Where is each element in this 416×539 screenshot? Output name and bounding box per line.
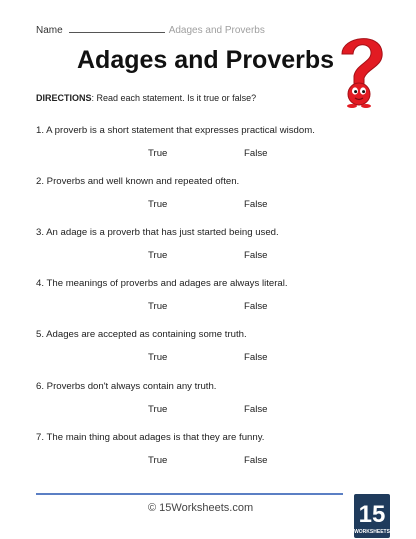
worksheet-title: Adages and Proverbs <box>168 25 265 36</box>
question-2-false-option[interactable]: False <box>244 199 268 210</box>
question-1-false-option[interactable]: False <box>244 148 268 159</box>
name-label: Name <box>36 25 63 36</box>
question-6-false-option[interactable]: False <box>244 404 268 415</box>
question-4: 4. The meanings of proverbs and adages are always literal. <box>36 278 288 289</box>
footer-copyright: © 15Worksheets.com <box>148 502 254 514</box>
question-6-true-option[interactable]: True <box>148 404 168 415</box>
question-2: 2. Proverbs and well known and repeated often. <box>36 176 240 187</box>
question-4-true-option[interactable]: True <box>148 301 168 312</box>
directions <box>36 93 256 103</box>
question-5-true-option[interactable]: True <box>148 352 168 363</box>
logo-wordmark: WORKSHEETS <box>354 529 390 535</box>
question-7: 7. The main thing about adages is that they are funny. <box>36 432 265 443</box>
question-1-true-option[interactable]: True <box>148 148 168 159</box>
question-4-false-option[interactable]: False <box>244 301 268 312</box>
page-title: Adages and Proverbs <box>77 46 335 74</box>
question-5-false-option[interactable]: False <box>244 352 268 363</box>
question-2-true-option[interactable]: True <box>148 199 168 210</box>
question-7-false-option[interactable]: False <box>244 455 268 466</box>
question-1: 1. A proverb is a short statement that expresses practical wisdom. <box>36 125 315 136</box>
15worksheets-logo-icon <box>354 494 390 538</box>
directions-text: : Read each statement. Is it true or false? <box>91 93 257 103</box>
question-mark-mascot-icon <box>328 28 392 108</box>
question-7-true-option[interactable]: True <box>148 455 168 466</box>
logo-number: 15 <box>358 501 386 528</box>
footer-divider <box>36 493 343 495</box>
question-5: 5. Adages are accepted as containing some truth. <box>36 329 247 340</box>
question-3: 3. An adage is a proverb that has just started being used. <box>36 227 279 238</box>
name-blank-line[interactable] <box>69 24 165 33</box>
question-3-true-option[interactable]: True <box>148 250 168 261</box>
question-3-false-option[interactable]: False <box>244 250 268 261</box>
header-line <box>36 24 265 36</box>
question-6: 6. Proverbs don't always contain any truth. <box>36 381 217 392</box>
directions-label: DIRECTIONS <box>36 93 92 103</box>
